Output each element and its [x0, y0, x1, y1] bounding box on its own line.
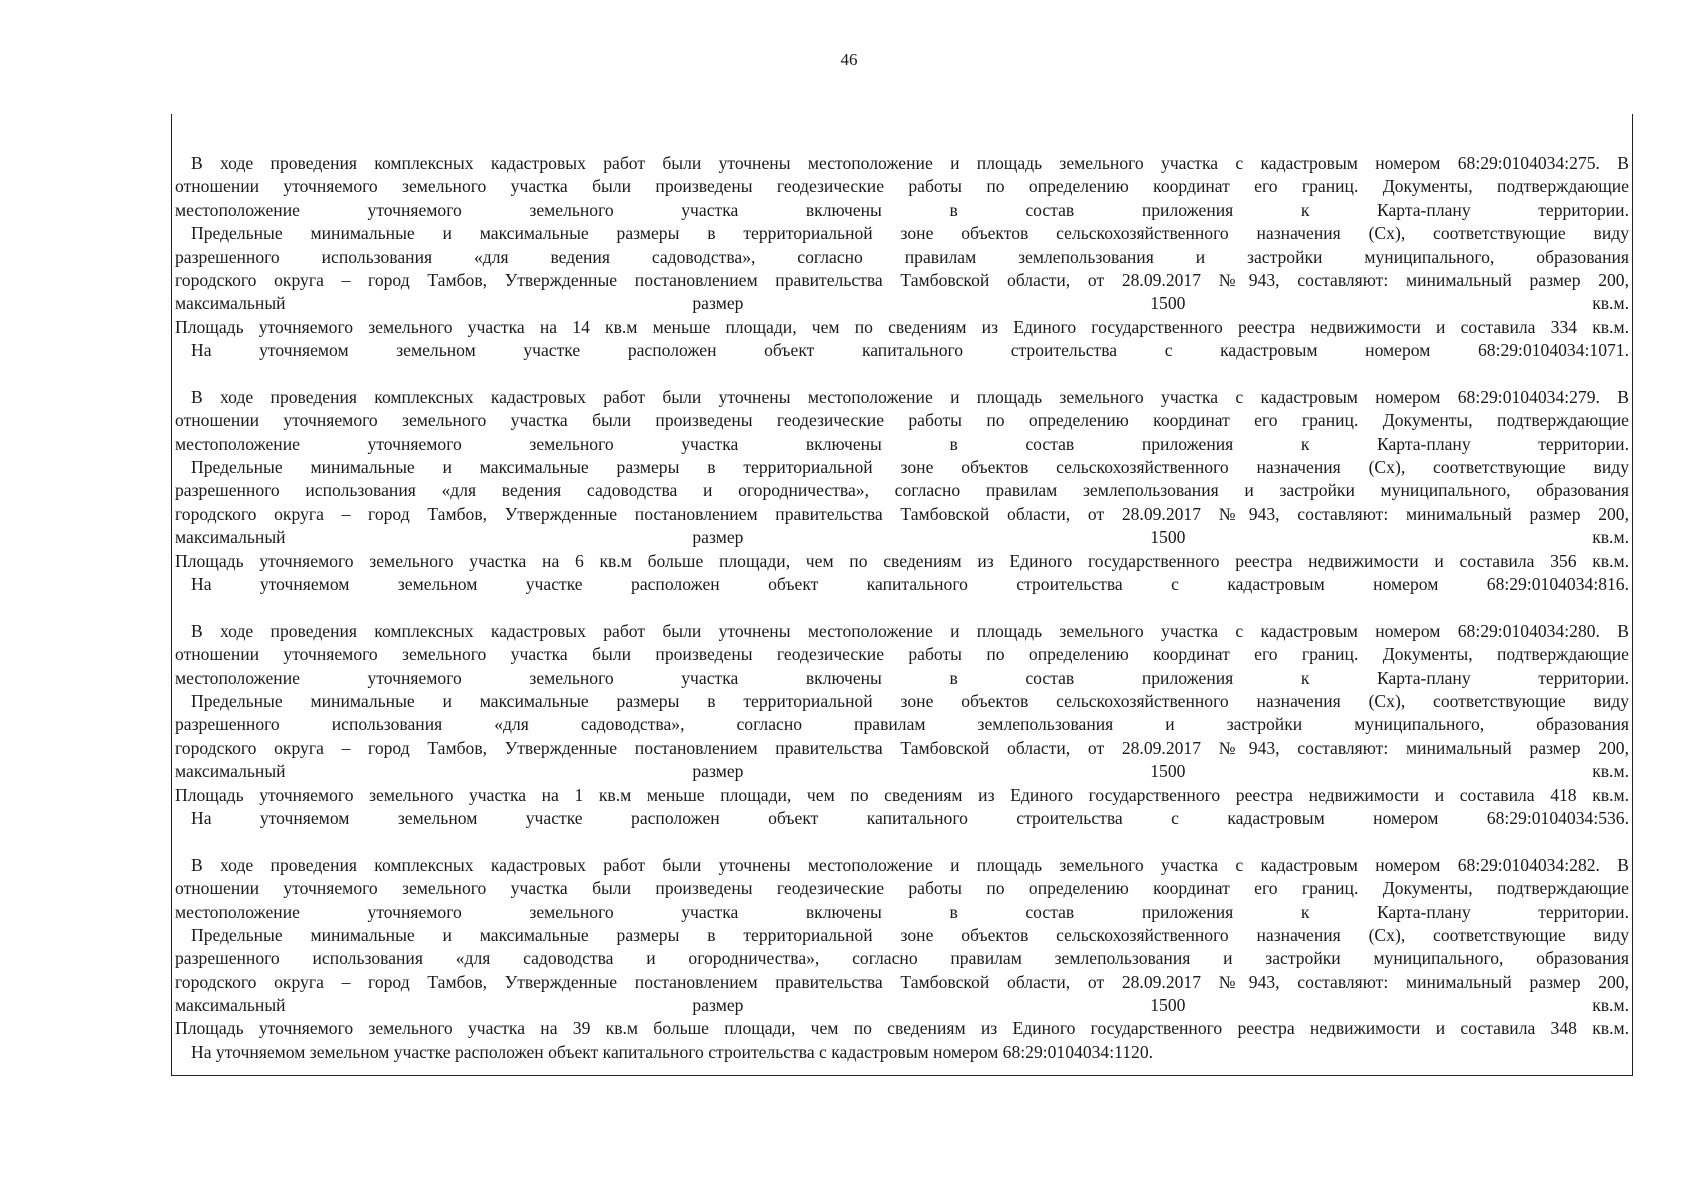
- record-line: максимальный размер 1500 кв.м.: [175, 527, 1629, 548]
- record-line: разрешенного использования «для ведения садоводства и огородничества», согласно правилам землепользования и застройки муниципального, образования: [175, 480, 1629, 501]
- record-line: На уточняемом земельном участке расположен объект капитального строительства с кадастровым номером 68:29:0104034:1071.: [191, 340, 1629, 361]
- record-line: отношении уточняемого земельного участка были произведены геодезические работы по определению координат его границ. Документы, подтверждающие: [175, 410, 1629, 431]
- record-line: В ходе проведения комплексных кадастровых работ были уточнены местоположение и площадь земельного участка с кадастровым номером 68:29:0104034:279. В: [191, 386, 1629, 407]
- parcel-record: [175, 620, 1629, 831]
- record-line: Предельные минимальные и максимальные размеры в территориальной зоне объектов сельскохозяйственного назначения (Сх), соответствующие виду: [191, 457, 1629, 478]
- record-line: отношении уточняемого земельного участка были произведены геодезические работы по определению координат его границ. Документы, подтверждающие: [175, 176, 1629, 197]
- document-frame: [171, 114, 1633, 1076]
- parcel-record: [175, 152, 1629, 363]
- parcel-record: [175, 854, 1629, 1065]
- record-line: Площадь уточняемого земельного участка на 39 кв.м больше площади, чем по сведениям из Единого государственного реестра недвижимости и составила 348 кв.м.: [175, 1018, 1629, 1039]
- record-line: отношении уточняемого земельного участка были произведены геодезические работы по определению координат его границ. Документы, подтверждающие: [175, 644, 1629, 665]
- record-line: разрешенного использования «для садоводства и огородничества», согласно правилам землепользования и застройки муниципального, образования: [175, 948, 1629, 969]
- record-line: разрешенного использования «для ведения садоводства», согласно правилам землепользования и застройки муниципального, образования: [175, 246, 1629, 267]
- record-line: В ходе проведения комплексных кадастровых работ были уточнены местоположение и площадь земельного участка с кадастровым номером 68:29:0104034:280. В: [191, 620, 1629, 641]
- record-line: Предельные минимальные и максимальные размеры в территориальной зоне объектов сельскохозяйственного назначения (Сх), соответствующие виду: [191, 924, 1629, 945]
- record-line: Площадь уточняемого земельного участка на 14 кв.м меньше площади, чем по сведениям из Единого государственного реестра недвижимости и составила 334 кв.м.: [175, 316, 1629, 337]
- record-line: местоположение уточняемого земельного участка включены в состав приложения к Карта-плану территории.: [175, 433, 1629, 454]
- record-line: городского округа – город Тамбов, Утвержденные постановлением правительства Тамбовской области, от 28.09.2017 №943, составляют: минимальный размер 200,: [175, 503, 1629, 524]
- record-line: разрешенного использования «для садоводства», согласно правилам землепользования и застройки муниципального, образования: [175, 714, 1629, 735]
- record-line: Площадь уточняемого земельного участка на 6 кв.м больше площади, чем по сведениям из Единого государственного реестра недвижимости и составила 356 кв.м.: [175, 550, 1629, 571]
- record-line: В ходе проведения комплексных кадастровых работ были уточнены местоположение и площадь земельного участка с кадастровым номером 68:29:0104034:275. В: [191, 153, 1629, 173]
- record-line: На уточняемом земельном участке расположен объект капитального строительства с кадастровым номером 68:29:0104034:536.: [191, 807, 1629, 828]
- record-line: Предельные минимальные и максимальные размеры в территориальной зоне объектов сельскохозяйственного назначения (Сх), соответствующие виду: [191, 223, 1629, 244]
- record-line: максимальный размер 1500 кв.м.: [175, 995, 1629, 1016]
- parcel-record: [175, 386, 1629, 597]
- record-line: На уточняемом земельном участке расположен объект капитального строительства с кадастровым номером 68:29:0104034:816.: [191, 574, 1629, 595]
- record-line: Площадь уточняемого земельного участка на 1 кв.м меньше площади, чем по сведениям из Единого государственного реестра недвижимости и составила 418 кв.м.: [175, 784, 1629, 805]
- page-number: 46: [840, 50, 858, 69]
- record-line: городского округа – город Тамбов, Утвержденные постановлением правительства Тамбовской области, от 28.09.2017 №943, составляют: минимальный размер 200,: [175, 737, 1629, 758]
- document-body: [175, 152, 1629, 1088]
- record-line: На уточняемом земельном участке расположен объект капитального строительства с кадастровым номером 68:29:0104034:1120.: [191, 1041, 1154, 1062]
- record-line: максимальный размер 1500 кв.м.: [175, 293, 1629, 314]
- record-line: местоположение уточняемого земельного участка включены в состав приложения к Карта-плану территории.: [175, 199, 1629, 220]
- record-line: городского округа – город Тамбов, Утвержденные постановлением правительства Тамбовской области, от 28.09.2017 №943, составляют: минимальный размер 200,: [175, 971, 1629, 992]
- record-line: максимальный размер 1500 кв.м.: [175, 761, 1629, 782]
- record-line: В ходе проведения комплексных кадастровых работ были уточнены местоположение и площадь земельного участка с кадастровым номером 68:29:0104034:282. В: [191, 854, 1629, 875]
- record-line: отношении уточняемого земельного участка были произведены геодезические работы по определению координат его границ. Документы, подтверждающие: [175, 878, 1629, 899]
- record-line: городского округа – город Тамбов, Утвержденные постановлением правительства Тамбовской области, от 28.09.2017 №943, составляют: минимальный размер 200,: [175, 269, 1629, 290]
- record-line: местоположение уточняемого земельного участка включены в состав приложения к Карта-плану территории.: [175, 667, 1629, 688]
- record-line: Предельные минимальные и максимальные размеры в территориальной зоне объектов сельскохозяйственного назначения (Сх), соответствующие виду: [191, 690, 1629, 711]
- record-line: местоположение уточняемого земельного участка включены в состав приложения к Карта-плану территории.: [175, 901, 1629, 922]
